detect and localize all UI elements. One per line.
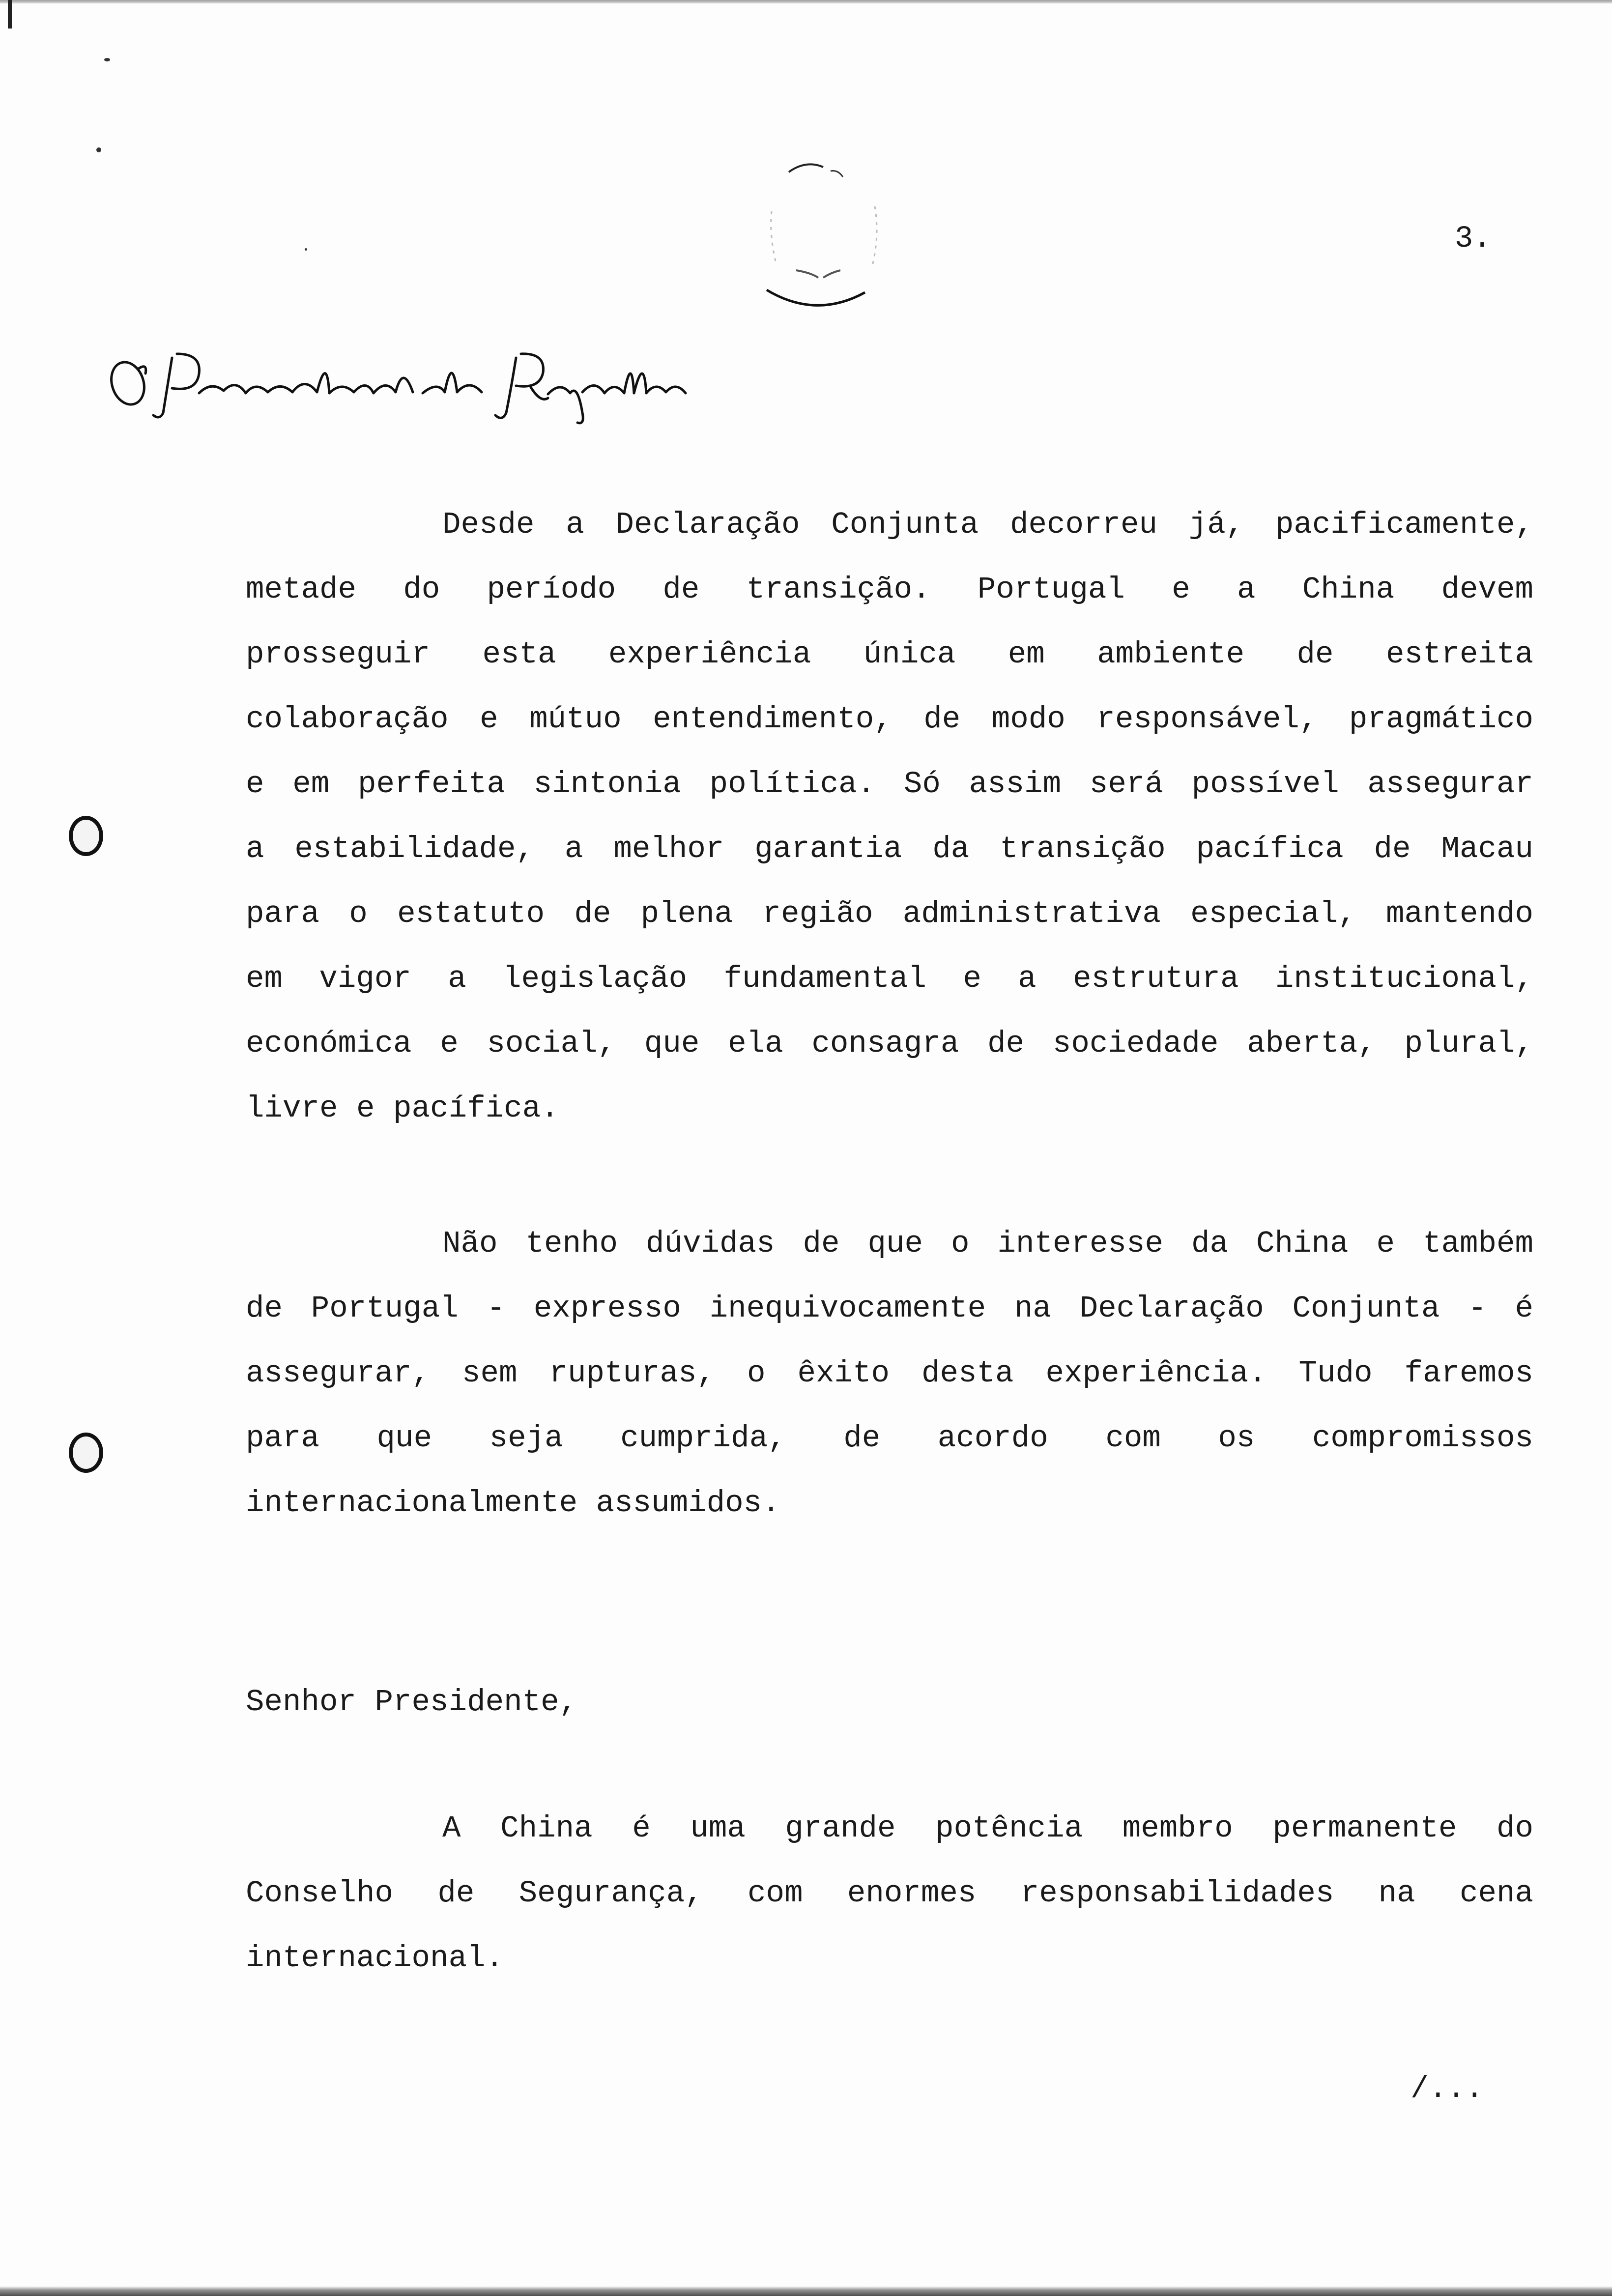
paragraph-3 (246, 1796, 1533, 1991)
paragraph-line: livre e pacífica. (246, 1091, 559, 1126)
paragraph-1 (246, 492, 1533, 1141)
scan-margin-mark (8, 0, 12, 29)
scan-bottom-edge (0, 2286, 1612, 2296)
scan-top-edge (0, 0, 1612, 4)
paragraph-2 (246, 1211, 1533, 1536)
continuation-mark: /... (1410, 2071, 1484, 2106)
president-letterhead-script (98, 334, 688, 432)
paragraph-line: metade do período de transição. Portugal e a China devem (246, 572, 1533, 607)
paragraph-line: internacionalmente assumidos. (246, 1486, 780, 1521)
paragraph-line: a estabilidade, a melhor garantia da transição pacífica de Macau (246, 832, 1533, 866)
punch-hole (69, 1433, 103, 1473)
page-number: 3. (1455, 221, 1492, 256)
paragraph-line: prosseguir esta experiência única em ambiente de estreita (246, 637, 1533, 672)
paragraph-line: internacional. (246, 1941, 504, 1976)
salutation: Senhor Presidente, (246, 1685, 578, 1720)
paragraph-line: de Portugal - expresso inequivocamente na Declaração Conjunta - é (246, 1291, 1533, 1326)
paragraph-line: Desde a Declaração Conjunta decorreu já, pacificamente, (442, 507, 1533, 542)
scan-speck (96, 147, 101, 152)
punch-hole (69, 816, 103, 856)
scan-speck (305, 248, 307, 251)
paragraph-line: Conselho de Segurança, com enormes responsabilidades na cena (246, 1876, 1533, 1911)
paragraph-line: A China é uma grande potência membro permanente do (442, 1811, 1533, 1846)
embossed-seal-mark (757, 157, 890, 319)
paragraph-line: para o estatuto de plena região administrativa especial, mantendo (246, 896, 1533, 931)
scan-speck (104, 58, 110, 61)
paragraph-line: assegurar, sem rupturas, o êxito desta experiência. Tudo faremos (246, 1356, 1533, 1391)
paragraph-line: para que seja cumprida, de acordo com os compromissos (246, 1421, 1533, 1456)
paragraph-line: em vigor a legislação fundamental e a estrutura institucional, (246, 961, 1533, 996)
paragraph-line: e em perfeita sintonia política. Só assim será possível assegurar (246, 767, 1533, 802)
paragraph-line: colaboração e mútuo entendimento, de modo responsável, pragmático (246, 702, 1533, 737)
paragraph-line: Não tenho dúvidas de que o interesse da China e também (442, 1226, 1533, 1261)
paragraph-line: económica e social, que ela consagra de sociedade aberta, plural, (246, 1026, 1533, 1061)
